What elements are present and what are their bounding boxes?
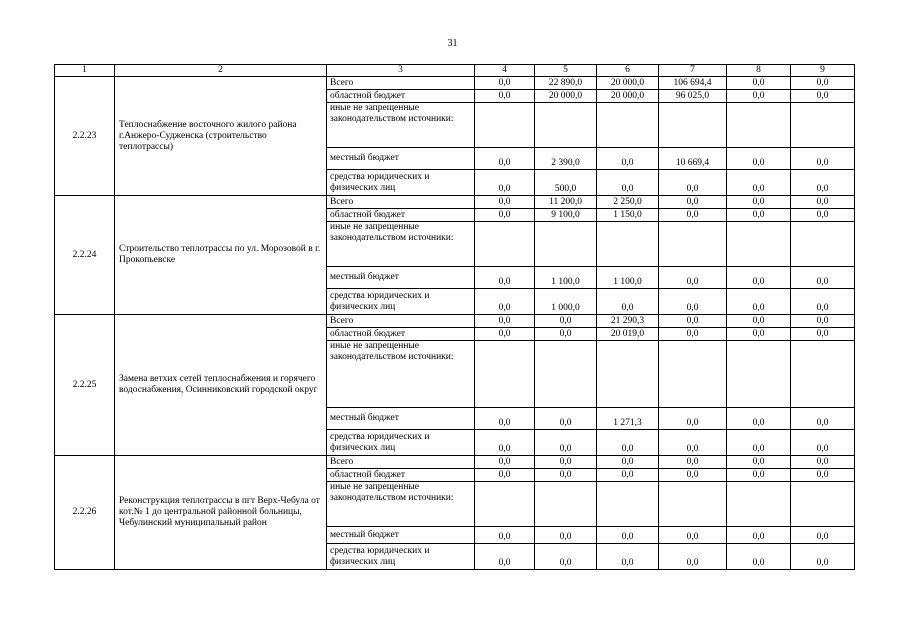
project-code: 2.2.24: [55, 196, 115, 315]
funding-source: Всего: [327, 456, 475, 469]
amount-cell: 20 000,0: [535, 90, 597, 103]
amount-cell: 1 100,0: [597, 267, 659, 289]
amount-cell: 0,0: [535, 469, 597, 482]
amount-cell: 0,0: [475, 77, 535, 90]
project-code: 2.2.23: [55, 77, 115, 196]
table-row: [55, 196, 855, 209]
amount-cell: 20 019,0: [597, 328, 659, 341]
amount-cell: 0,0: [727, 456, 791, 469]
table-body: [55, 77, 855, 570]
amount-cell: 0,0: [597, 544, 659, 570]
amount-cell: 0,0: [475, 430, 535, 456]
header-cell: 3: [327, 65, 475, 77]
amount-cell: 0,0: [475, 196, 535, 209]
amount-cell: 0,0: [659, 544, 727, 570]
header-cell: 4: [475, 65, 535, 77]
amount-cell: 0,0: [791, 328, 855, 341]
amount-cell: 0,0: [791, 196, 855, 209]
amount-cell: 0,0: [727, 267, 791, 289]
amount-cell: 0,0: [727, 328, 791, 341]
project-name: Замена ветхих сетей теплоснабжения и горячего водоснабжения, Осинниковский городской округ: [115, 315, 327, 456]
amount-cell: 0,0: [727, 170, 791, 196]
amount-cell: 500,0: [535, 170, 597, 196]
funding-source: областной бюджет: [327, 90, 475, 103]
amount-cell: [791, 482, 855, 527]
amount-cell: 20 000,0: [597, 90, 659, 103]
amount-cell: 0,0: [475, 209, 535, 222]
amount-cell: 0,0: [475, 148, 535, 170]
funding-source: средства юридических и физических лиц: [327, 289, 475, 315]
funding-source: иные не запрещенные законодательством источники:: [327, 341, 475, 408]
amount-cell: 10 669,4: [659, 148, 727, 170]
amount-cell: 0,0: [535, 544, 597, 570]
header-cell: 8: [727, 65, 791, 77]
amount-cell: 0,0: [727, 527, 791, 544]
amount-cell: 2 250,0: [597, 196, 659, 209]
amount-cell: 0,0: [597, 148, 659, 170]
amount-cell: 0,0: [791, 430, 855, 456]
amount-cell: 0,0: [727, 408, 791, 430]
amount-cell: [659, 222, 727, 267]
project-code: 2.2.25: [55, 315, 115, 456]
amount-cell: 0,0: [659, 408, 727, 430]
amount-cell: 0,0: [727, 315, 791, 328]
funding-source: средства юридических и физических лиц: [327, 544, 475, 570]
amount-cell: 1 000,0: [535, 289, 597, 315]
amount-cell: 0,0: [659, 527, 727, 544]
amount-cell: 9 100,0: [535, 209, 597, 222]
amount-cell: 0,0: [791, 209, 855, 222]
amount-cell: 0,0: [791, 267, 855, 289]
amount-cell: 0,0: [727, 469, 791, 482]
amount-cell: 0,0: [475, 90, 535, 103]
funding-source: областной бюджет: [327, 328, 475, 341]
amount-cell: 0,0: [727, 430, 791, 456]
amount-cell: 0,0: [597, 289, 659, 315]
table-row: [55, 77, 855, 90]
amount-cell: [597, 482, 659, 527]
amount-cell: 21 290,3: [597, 315, 659, 328]
funding-source: местный бюджет: [327, 148, 475, 170]
amount-cell: 0,0: [727, 544, 791, 570]
amount-cell: 0,0: [475, 328, 535, 341]
amount-cell: 0,0: [475, 456, 535, 469]
project-name: Теплоснабжение восточного жилого района г.Анжеро-Судженска (строительство теплотрассы): [115, 77, 327, 196]
amount-cell: [475, 103, 535, 148]
table-row: [55, 456, 855, 469]
amount-cell: 0,0: [727, 196, 791, 209]
amount-cell: 0,0: [659, 328, 727, 341]
amount-cell: 0,0: [659, 209, 727, 222]
amount-cell: [791, 222, 855, 267]
header-cell: 9: [791, 65, 855, 77]
amount-cell: 0,0: [535, 328, 597, 341]
amount-cell: [791, 103, 855, 148]
project-name: Реконструкция теплотрассы в пгт Верх-Чебула от кот.№ 1 до центральной районной больницы, Чебулинский муниципальный район: [115, 456, 327, 570]
amount-cell: 2 390,0: [535, 148, 597, 170]
amount-cell: 0,0: [597, 527, 659, 544]
amount-cell: [535, 103, 597, 148]
amount-cell: 0,0: [535, 456, 597, 469]
amount-cell: [791, 341, 855, 408]
amount-cell: [727, 341, 791, 408]
funding-source: местный бюджет: [327, 408, 475, 430]
amount-cell: 0,0: [791, 315, 855, 328]
amount-cell: 0,0: [659, 289, 727, 315]
amount-cell: 0,0: [791, 408, 855, 430]
amount-cell: [727, 103, 791, 148]
amount-cell: 0,0: [659, 430, 727, 456]
amount-cell: 0,0: [475, 289, 535, 315]
amount-cell: 0,0: [791, 148, 855, 170]
amount-cell: [597, 341, 659, 408]
amount-cell: [597, 222, 659, 267]
amount-cell: 0,0: [475, 170, 535, 196]
amount-cell: 0,0: [475, 267, 535, 289]
amount-cell: 96 025,0: [659, 90, 727, 103]
amount-cell: 0,0: [791, 170, 855, 196]
amount-cell: [475, 482, 535, 527]
amount-cell: 0,0: [791, 544, 855, 570]
funding-source: местный бюджет: [327, 527, 475, 544]
funding-source: Всего: [327, 315, 475, 328]
amount-cell: 0,0: [475, 315, 535, 328]
amount-cell: 106 694,4: [659, 77, 727, 90]
amount-cell: [727, 222, 791, 267]
amount-cell: 0,0: [791, 77, 855, 90]
amount-cell: 0,0: [659, 469, 727, 482]
funding-source: областной бюджет: [327, 469, 475, 482]
amount-cell: 0,0: [475, 469, 535, 482]
amount-cell: 0,0: [659, 170, 727, 196]
header-cell: 1: [55, 65, 115, 77]
amount-cell: 0,0: [791, 90, 855, 103]
amount-cell: 20 000,0: [597, 77, 659, 90]
amount-cell: 0,0: [475, 408, 535, 430]
amount-cell: 0,0: [535, 408, 597, 430]
amount-cell: 0,0: [659, 196, 727, 209]
amount-cell: 1 100,0: [535, 267, 597, 289]
amount-cell: 1 271,3: [597, 408, 659, 430]
funding-source: иные не запрещенные законодательством источники:: [327, 103, 475, 148]
funding-source: Всего: [327, 77, 475, 90]
amount-cell: 0,0: [727, 77, 791, 90]
amount-cell: 0,0: [535, 430, 597, 456]
amount-cell: 0,0: [597, 170, 659, 196]
header-cell: 2: [115, 65, 327, 77]
amount-cell: 0,0: [727, 148, 791, 170]
funding-source: местный бюджет: [327, 267, 475, 289]
amount-cell: [659, 103, 727, 148]
amount-cell: 0,0: [659, 456, 727, 469]
amount-cell: 22 890,0: [535, 77, 597, 90]
funding-source: иные не запрещенные законодательством источники:: [327, 482, 475, 527]
amount-cell: 0,0: [791, 469, 855, 482]
amount-cell: [535, 222, 597, 267]
amount-cell: 0,0: [727, 90, 791, 103]
amount-cell: [475, 341, 535, 408]
budget-table: [54, 64, 855, 570]
amount-cell: 0,0: [475, 544, 535, 570]
amount-cell: 1 150,0: [597, 209, 659, 222]
header-cell: 7: [659, 65, 727, 77]
amount-cell: 0,0: [597, 456, 659, 469]
amount-cell: 0,0: [727, 289, 791, 315]
amount-cell: 0,0: [791, 527, 855, 544]
amount-cell: 0,0: [597, 430, 659, 456]
project-code: 2.2.26: [55, 456, 115, 570]
amount-cell: [535, 341, 597, 408]
amount-cell: 0,0: [791, 289, 855, 315]
amount-cell: 0,0: [659, 315, 727, 328]
amount-cell: 11 200,0: [535, 196, 597, 209]
table-row: [55, 315, 855, 328]
amount-cell: 0,0: [659, 267, 727, 289]
project-name: Строительство теплотрассы по ул. Морозовой в г. Прокопьевске: [115, 196, 327, 315]
funding-source: областной бюджет: [327, 209, 475, 222]
amount-cell: 0,0: [535, 315, 597, 328]
amount-cell: [659, 482, 727, 527]
header-row: [55, 65, 855, 77]
funding-source: средства юридических и физических лиц: [327, 430, 475, 456]
amount-cell: [475, 222, 535, 267]
amount-cell: [659, 341, 727, 408]
funding-source: иные не запрещенные законодательством источники:: [327, 222, 475, 267]
amount-cell: 0,0: [475, 527, 535, 544]
amount-cell: [727, 482, 791, 527]
amount-cell: 0,0: [727, 209, 791, 222]
amount-cell: [535, 482, 597, 527]
amount-cell: [597, 103, 659, 148]
amount-cell: 0,0: [535, 527, 597, 544]
funding-source: средства юридических и физических лиц: [327, 170, 475, 196]
header-cell: 5: [535, 65, 597, 77]
page-number: 31: [447, 38, 458, 49]
amount-cell: 0,0: [791, 456, 855, 469]
header-cell: 6: [597, 65, 659, 77]
funding-source: Всего: [327, 196, 475, 209]
amount-cell: 0,0: [597, 469, 659, 482]
